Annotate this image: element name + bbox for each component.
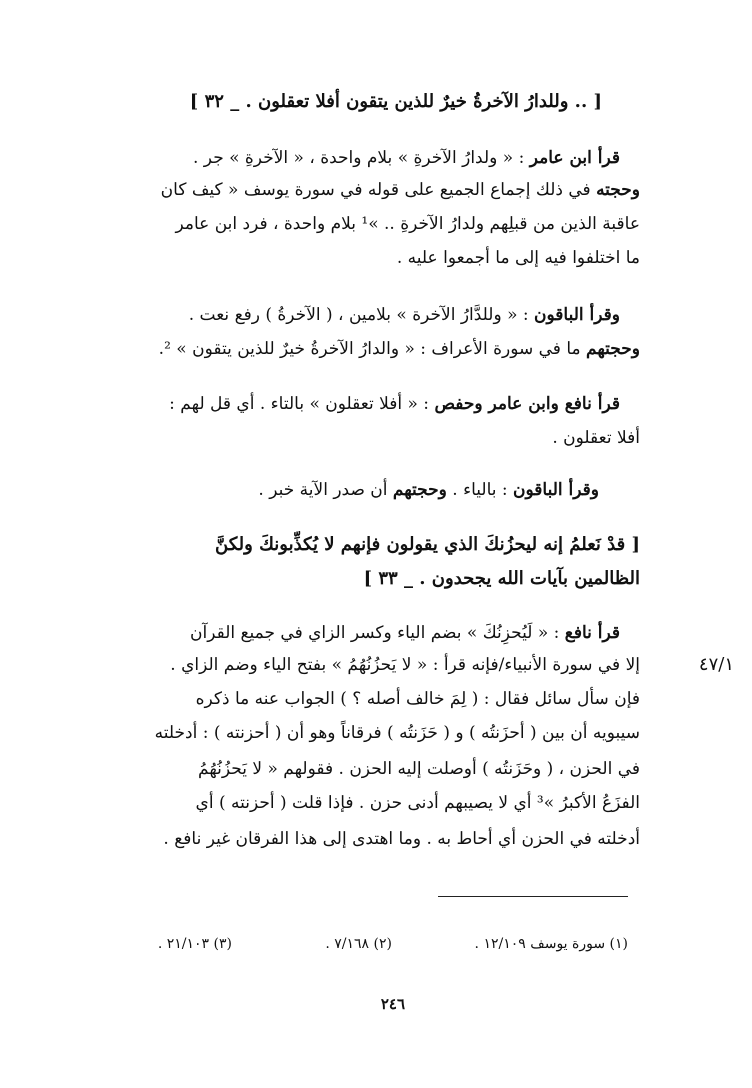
footnote-3: (٣) ٢١/١٠٣ .: [157, 936, 232, 952]
reader-label: وقرأ الباقون: [534, 305, 620, 325]
paragraph-line: [189, 304, 620, 326]
paragraph-line: فإن سأل سائل فقال : ( لِمَ خالف أصله ؟ ) الجواب عنه ما ذكره: [195, 689, 640, 709]
quran-verse-33-line2: الظالمين بآيات الله يجحدون . _ ٣٣ ]: [363, 568, 640, 589]
footnote-1: (١) سورة يوسف ١٢/١٠٩ .: [474, 936, 628, 952]
evidence-label: وحجتهم: [392, 480, 447, 500]
evidence-label: وحجته: [596, 180, 640, 200]
reader-label: قرأ ابن عامر: [529, 148, 620, 168]
paragraph-line: [193, 147, 620, 169]
line-text: : « لَيُحزِنُكَ » بضم الياء وكسر الزاي في جميع القرآن: [190, 623, 565, 643]
reader-label: قرأ نافع: [564, 623, 620, 643]
line-text: : « ولدارُ الآخرةِ » بلام واحدة ، « الآخرةِ » جر .: [193, 148, 530, 168]
line-text: : « أفلا تعقلون » بالتاء . أي قل لهم :: [169, 394, 435, 414]
paragraph-line: سيبويه أن بين ( أحزَنتُه ) و ( حَزَنتُه ) فرقاناً وهو أن ( أحزنته ) : أدخلته: [154, 723, 640, 743]
quran-verse-33-line1: [ قدْ نَعلمُ إنه ليحزُنكَ الذي يقولون فإنهم لا يُكذِّبونكَ ولكنَّ: [215, 534, 640, 555]
evidence-label: وحجتهم: [586, 339, 640, 359]
quran-verse-32: [ .. وللدارُ الآخرةُ خيرٌ للذين يتقون أفلا تعقلون . _ ٣٢ ]: [189, 91, 602, 112]
reader-label: قرأ نافع وابن عامر وحفص: [434, 394, 620, 414]
line-text: : بالياء .: [446, 480, 514, 500]
line-text: أن صدر الآية خبر .: [258, 480, 393, 500]
margin-manuscript-ref: ٤٧/١: [698, 654, 734, 675]
footnote-divider: [438, 896, 628, 897]
footnote-2: (٢) ٧/١٦٨ .: [325, 936, 392, 952]
paragraph-line: عاقبة الذين من قبلِهم ولدارُ الآخرةِ .. »¹ بلام واحدة ، فرد ابن عامر: [175, 214, 640, 234]
line-text: : « وللدَّارُ الآخرة » بلامين ، ( الآخرةُ ) رفع نعت .: [188, 305, 535, 325]
paragraph-line: [161, 179, 640, 201]
line-text: في ذلك إجماع الجميع على قوله في سورة يوسف « كيف كان: [160, 180, 597, 200]
paragraph-line: [190, 622, 620, 644]
page-number: ٢٤٦: [380, 995, 405, 1013]
paragraph-line: إلا في سورة الأنبياء/فإنه قرأ : « لا يَحزُنُهُمُ » بفتح الياء وضم الزاي .: [170, 655, 640, 675]
paragraph-line: ما اختلفوا فيه إلى ما أجمعوا عليه .: [396, 248, 640, 268]
paragraph-line: [169, 393, 620, 415]
paragraph-line: الفزَعُ الأكبرُ »³ أي لا يصيبهم أدنى حزن . فإذا قلت ( أحزنته ) أي: [195, 793, 640, 813]
paragraph-line: [258, 479, 599, 501]
paragraph-line: أدخلته في الحزن أي أحاط به . وما اهتدى إلى هذا الفرقان غير نافع .: [163, 829, 640, 849]
reader-label: وقرأ الباقون: [513, 480, 599, 500]
paragraph-line: في الحزن ، ( وحَزَنتُه ) أوصلت إليه الحزن . فقولهم « لا يَحزُنُهُمُ: [198, 759, 640, 779]
line-text: ما في سورة الأعراف : « والدارُ الآخرةُ خيرٌ للذين يتقون » ².: [158, 339, 587, 359]
paragraph-line: أفلا تعقلون .: [552, 428, 640, 448]
paragraph-line: [159, 338, 640, 360]
